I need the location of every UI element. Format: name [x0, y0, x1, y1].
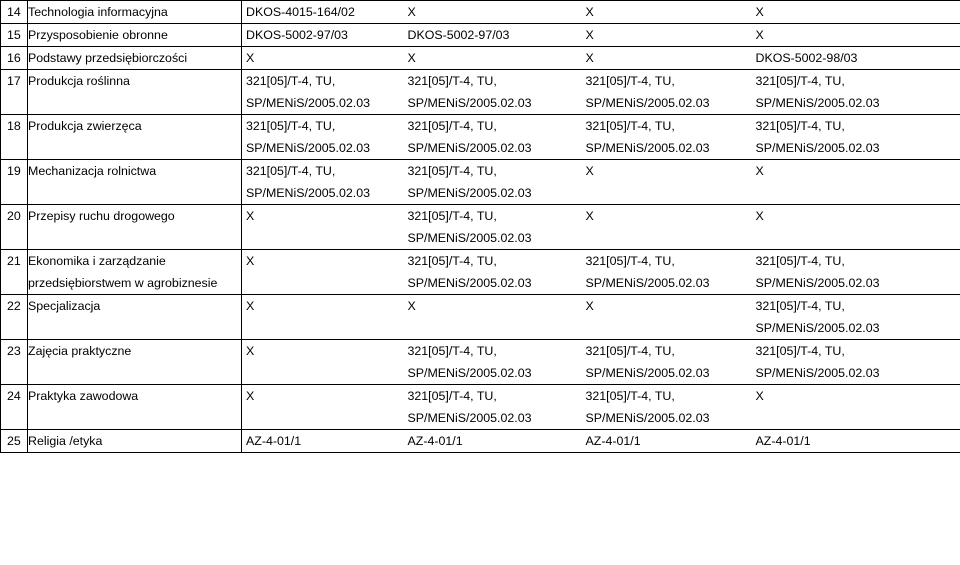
- subject-text: Przepisy ruchu drogowego: [28, 209, 175, 223]
- row-number: 16: [7, 51, 21, 65]
- program-cell-4: [752, 24, 960, 47]
- program-code: 321[05]/T-4, TU,: [585, 254, 675, 268]
- row-number: 24: [7, 389, 21, 403]
- program-code: X: [246, 344, 255, 358]
- program-code: 321[05]/T-4, TU,: [407, 254, 497, 268]
- program-code: X: [246, 254, 255, 268]
- program-code: X: [585, 28, 594, 42]
- subject-cell: [28, 115, 242, 160]
- table-row: [1, 70, 960, 115]
- table-row: [1, 295, 960, 340]
- row-number: 25: [7, 434, 21, 448]
- program-code: X: [755, 164, 764, 178]
- program-code: X: [246, 209, 255, 223]
- subject-text: Zajęcia praktyczne: [28, 344, 132, 358]
- program-code: SP/MENiS/2005.02.03: [407, 96, 532, 110]
- row-number: 14: [7, 5, 21, 19]
- program-cell-3: [582, 160, 752, 205]
- program-cell-2: [404, 250, 582, 295]
- program-cell-3: [582, 295, 752, 340]
- program-cell-4: [752, 160, 960, 205]
- subject-text: Ekonomika i zarządzanie: [28, 254, 166, 268]
- program-code: 321[05]/T-4, TU,: [407, 164, 497, 178]
- program-code: SP/MENiS/2005.02.03: [755, 276, 880, 290]
- program-cell-1: [242, 205, 404, 250]
- table-row: [1, 160, 960, 205]
- table-row: [1, 385, 960, 430]
- row-number-cell: [1, 340, 28, 385]
- subject-cell: [28, 295, 242, 340]
- row-number-cell: [1, 295, 28, 340]
- program-code: AZ-4-01/1: [246, 434, 302, 448]
- program-code: 321[05]/T-4, TU,: [585, 74, 675, 88]
- program-code: SP/MENiS/2005.02.03: [585, 141, 710, 155]
- program-code: 321[05]/T-4, TU,: [755, 299, 845, 313]
- subject-cell: [28, 430, 242, 453]
- program-code: SP/MENiS/2005.02.03: [407, 141, 532, 155]
- program-cell-4: [752, 250, 960, 295]
- program-cell-3: [582, 70, 752, 115]
- subject-text: Produkcja roślinna: [28, 74, 130, 88]
- program-cell-2: [404, 385, 582, 430]
- row-number-cell: [1, 70, 28, 115]
- program-code: X: [755, 5, 764, 19]
- program-cell-2: [404, 24, 582, 47]
- program-cell-1: [242, 250, 404, 295]
- subject-cell: [28, 1, 242, 24]
- program-cell-4: [752, 385, 960, 430]
- row-number: 22: [7, 299, 21, 313]
- program-code: X: [407, 5, 416, 19]
- program-cell-3: [582, 47, 752, 70]
- program-code: 321[05]/T-4, TU,: [755, 74, 845, 88]
- program-code: X: [755, 209, 764, 223]
- row-number: 20: [7, 209, 21, 223]
- subject-cell: [28, 340, 242, 385]
- program-code: X: [585, 164, 594, 178]
- program-code: SP/MENiS/2005.02.03: [755, 321, 880, 335]
- program-code: SP/MENiS/2005.02.03: [585, 276, 710, 290]
- program-code: 321[05]/T-4, TU,: [407, 344, 497, 358]
- program-cell-1: [242, 430, 404, 453]
- program-cell-1: [242, 115, 404, 160]
- program-cell-2: [404, 70, 582, 115]
- program-cell-4: [752, 295, 960, 340]
- row-number-cell: [1, 115, 28, 160]
- subject-text: Specjalizacja: [28, 299, 101, 313]
- program-cell-3: [582, 340, 752, 385]
- program-code: SP/MENiS/2005.02.03: [755, 141, 880, 155]
- program-code: 321[05]/T-4, TU,: [755, 119, 845, 133]
- table-row: [1, 1, 960, 24]
- program-code: AZ-4-01/1: [407, 434, 463, 448]
- program-cell-3: [582, 205, 752, 250]
- program-code: 321[05]/T-4, TU,: [407, 209, 497, 223]
- program-code: X: [585, 209, 594, 223]
- table-row: [1, 24, 960, 47]
- subject-text: Religia /etyka: [28, 434, 103, 448]
- program-cell-2: [404, 115, 582, 160]
- row-number: 17: [7, 74, 21, 88]
- subject-text: Podstawy przedsiębiorczości: [28, 51, 188, 65]
- program-cell-4: [752, 47, 960, 70]
- program-cell-4: [752, 430, 960, 453]
- row-number: 18: [7, 119, 21, 133]
- subject-cell: [28, 160, 242, 205]
- program-code: SP/MENiS/2005.02.03: [755, 96, 880, 110]
- program-code: SP/MENiS/2005.02.03: [407, 366, 532, 380]
- program-code: 321[05]/T-4, TU,: [407, 74, 497, 88]
- program-cell-3: [582, 115, 752, 160]
- program-code: X: [585, 299, 594, 313]
- subject-cell: [28, 250, 242, 295]
- program-cell-2: [404, 430, 582, 453]
- program-code: DKOS-5002-97/03: [407, 28, 510, 42]
- subject-cell: [28, 24, 242, 47]
- table-row: [1, 340, 960, 385]
- curriculum-table-body: [1, 1, 960, 453]
- program-cell-3: [582, 385, 752, 430]
- program-cell-1: [242, 70, 404, 115]
- subject-text: Praktyka zawodowa: [28, 389, 139, 403]
- subject-cell: [28, 385, 242, 430]
- program-cell-1: [242, 340, 404, 385]
- program-code: X: [407, 299, 416, 313]
- program-cell-2: [404, 160, 582, 205]
- program-cell-2: [404, 295, 582, 340]
- program-code: 321[05]/T-4, TU,: [755, 254, 845, 268]
- program-code: X: [755, 28, 764, 42]
- program-code: 321[05]/T-4, TU,: [755, 344, 845, 358]
- row-number: 23: [7, 344, 21, 358]
- table-row: [1, 250, 960, 295]
- program-cell-2: [404, 47, 582, 70]
- program-code: X: [246, 389, 255, 403]
- table-row: [1, 430, 960, 453]
- subject-cell: [28, 47, 242, 70]
- program-cell-1: [242, 295, 404, 340]
- program-code: AZ-4-01/1: [585, 434, 641, 448]
- subject-cell: [28, 205, 242, 250]
- program-code: 321[05]/T-4, TU,: [585, 119, 675, 133]
- program-code: 321[05]/T-4, TU,: [407, 389, 497, 403]
- program-code: SP/MENiS/2005.02.03: [755, 366, 880, 380]
- program-cell-1: [242, 385, 404, 430]
- program-code: SP/MENiS/2005.02.03: [246, 96, 370, 110]
- program-cell-2: [404, 1, 582, 24]
- subject-text: Technologia informacyjna: [28, 5, 168, 19]
- program-code: 321[05]/T-4, TU,: [585, 344, 675, 358]
- program-cell-4: [752, 340, 960, 385]
- program-cell-2: [404, 205, 582, 250]
- program-code: SP/MENiS/2005.02.03: [585, 366, 710, 380]
- subject-text: przedsiębiorstwem w agrobiznesie: [28, 276, 218, 290]
- row-number-cell: [1, 385, 28, 430]
- program-code: 321[05]/T-4, TU,: [585, 389, 675, 403]
- row-number: 15: [7, 28, 21, 42]
- program-code: SP/MENiS/2005.02.03: [407, 186, 532, 200]
- program-code: X: [585, 5, 594, 19]
- row-number-cell: [1, 250, 28, 295]
- program-cell-1: [242, 47, 404, 70]
- program-code: SP/MENiS/2005.02.03: [585, 411, 710, 425]
- program-code: 321[05]/T-4, TU,: [246, 119, 336, 133]
- program-code: SP/MENiS/2005.02.03: [407, 231, 532, 245]
- program-code: SP/MENiS/2005.02.03: [246, 186, 370, 200]
- program-cell-4: [752, 115, 960, 160]
- program-cell-3: [582, 24, 752, 47]
- program-cell-4: [752, 205, 960, 250]
- row-number-cell: [1, 160, 28, 205]
- row-number-cell: [1, 1, 28, 24]
- program-code: X: [246, 51, 255, 65]
- program-code: DKOS-5002-98/03: [755, 51, 858, 65]
- program-code: DKOS-5002-97/03: [246, 28, 348, 42]
- program-cell-1: [242, 1, 404, 24]
- program-code: SP/MENiS/2005.02.03: [407, 411, 532, 425]
- program-code: SP/MENiS/2005.02.03: [585, 96, 710, 110]
- program-code: 321[05]/T-4, TU,: [246, 164, 336, 178]
- row-number-cell: [1, 47, 28, 70]
- row-number-cell: [1, 205, 28, 250]
- program-code: SP/MENiS/2005.02.03: [407, 276, 532, 290]
- program-cell-4: [752, 1, 960, 24]
- program-code: X: [246, 299, 255, 313]
- program-cell-4: [752, 70, 960, 115]
- program-code: X: [585, 51, 594, 65]
- program-code: 321[05]/T-4, TU,: [407, 119, 497, 133]
- program-cell-2: [404, 340, 582, 385]
- row-number-cell: [1, 24, 28, 47]
- program-code: X: [755, 389, 764, 403]
- row-number: 21: [7, 254, 21, 268]
- program-code: 321[05]/T-4, TU,: [246, 74, 336, 88]
- subject-text: Przysposobienie obronne: [28, 28, 168, 42]
- row-number-cell: [1, 430, 28, 453]
- program-code: X: [407, 51, 416, 65]
- program-cell-3: [582, 430, 752, 453]
- subject-cell: [28, 70, 242, 115]
- program-cell-3: [582, 1, 752, 24]
- table-row: [1, 205, 960, 250]
- row-number: 19: [7, 164, 21, 178]
- program-code: AZ-4-01/1: [755, 434, 811, 448]
- program-cell-1: [242, 24, 404, 47]
- program-code: SP/MENiS/2005.02.03: [246, 141, 370, 155]
- subject-text: Produkcja zwierzęca: [28, 119, 142, 133]
- subject-text: Mechanizacja rolnictwa: [28, 164, 157, 178]
- program-cell-3: [582, 250, 752, 295]
- program-cell-1: [242, 160, 404, 205]
- program-code: DKOS-4015-164/02: [246, 5, 355, 19]
- table-row: [1, 115, 960, 160]
- table-row: [1, 47, 960, 70]
